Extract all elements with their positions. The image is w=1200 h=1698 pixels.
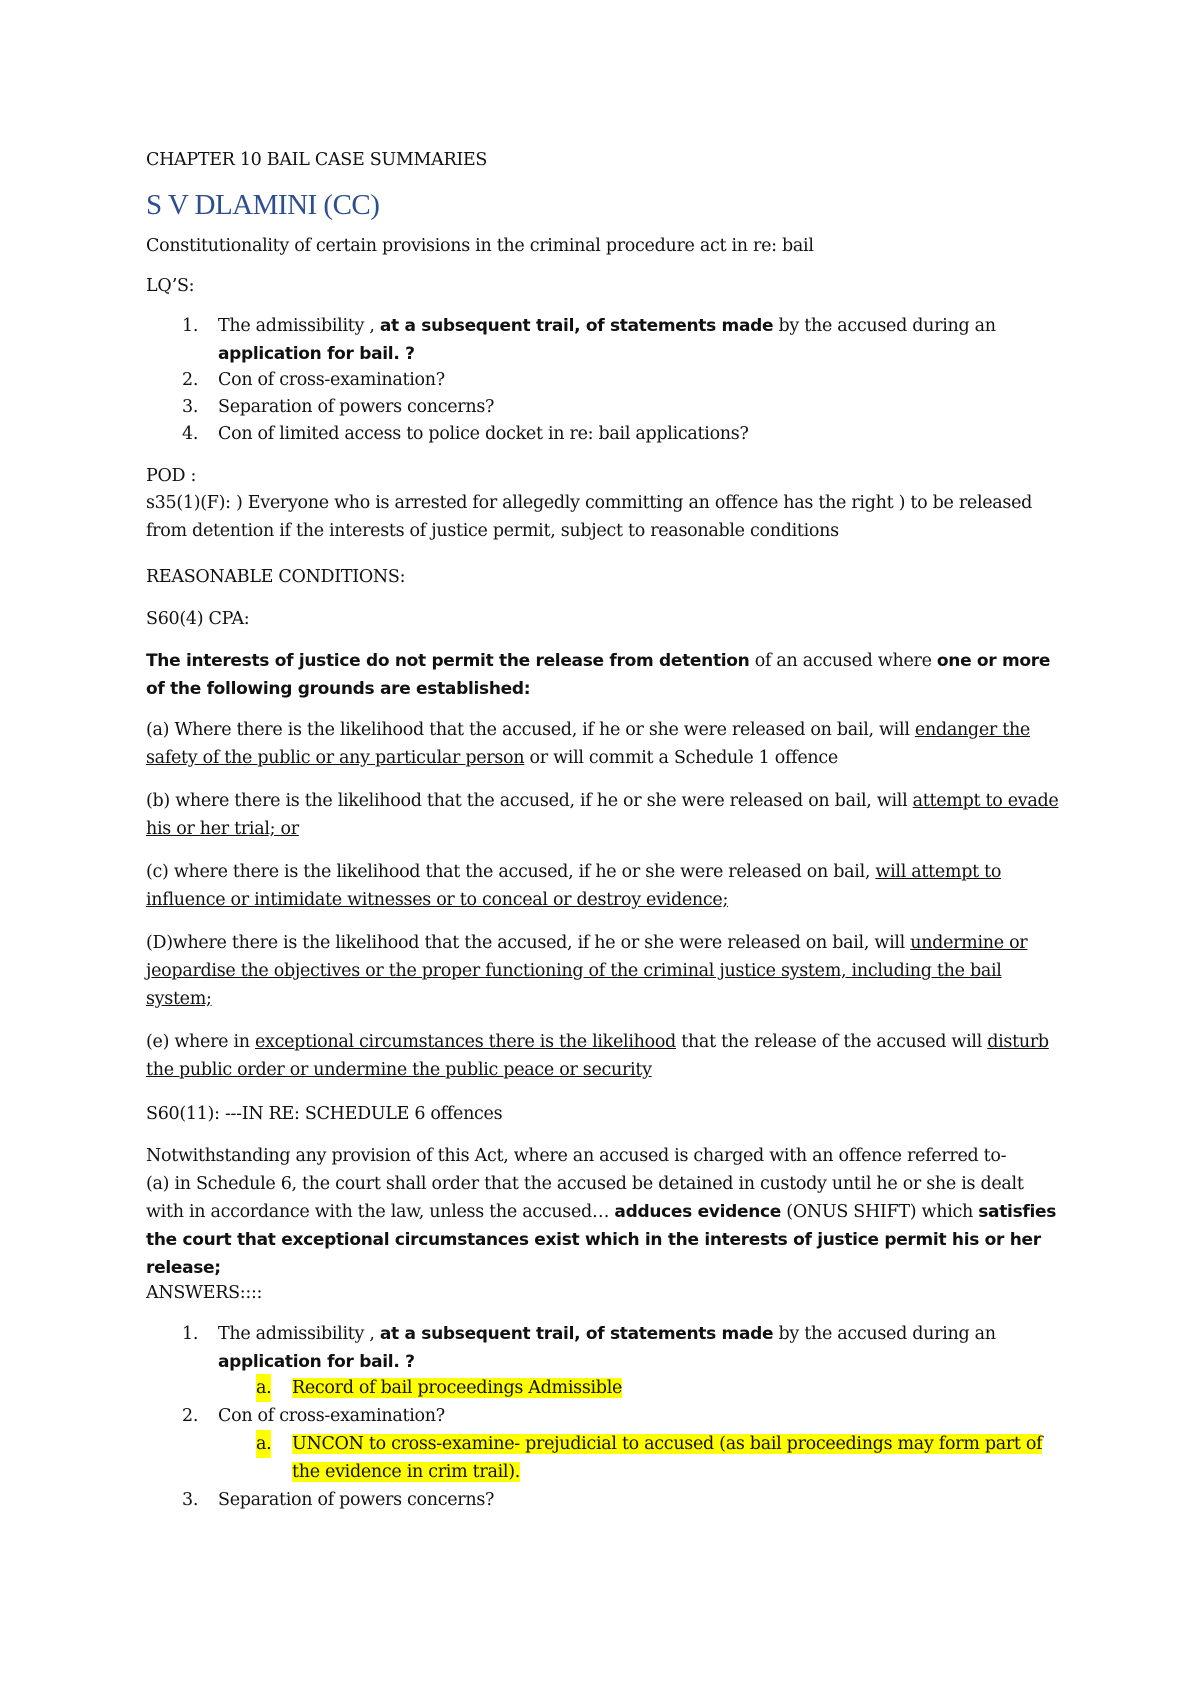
list-subitem: a. UNCON to cross-examine- prejudicial to accused (as bail proceedings may form part of the evidence in crim trail). — [292, 1430, 1066, 1486]
s60-11-text: Notwithstanding any provision of this Act, where an accused is charged with an offence referred to- (a) in Schedule 6, the court shall order that the accused be detained in custody until he or she is dealt with in accordance with the law, unless the accused… adduces evidence (ONUS SHIFT) which satisfies the court that exceptional circumstances exist which in the interests of justice permit his or her release; — [146, 1146, 1057, 1278]
answers-label: ANSWERS:::: — [146, 1283, 263, 1303]
list-number: 2. — [182, 1406, 199, 1426]
list-item: 3. Separation of powers concerns? — [218, 393, 1066, 421]
list-letter: a. — [256, 1374, 271, 1402]
pod-text: s35(1)(F): ) Everyone who is arrested for allegedly committing an offence has the right ) to be released from detention if the interests of justice permit, subject to reasonable conditions — [146, 493, 1033, 541]
list-item: 4. Con of limited access to police docket in re: bail applications? — [218, 420, 1066, 448]
ground-d: (D)where there is the likelihood that the accused, if he or she were released on bail, will undermine or jeopardise the objectives or the proper functioning of the criminal justice system, including the bail system; — [146, 933, 1028, 1009]
ground-c: (c) where there is the likelihood that the accused, if he or she were released on bail, will attempt to influence or intimidate witnesses or to conceal or destroy evidence; — [146, 862, 1002, 910]
pod-label: POD : — [146, 466, 197, 486]
list-number: 1. — [182, 316, 199, 336]
list-number: 4. — [182, 424, 199, 444]
list-number: 3. — [182, 1490, 199, 1510]
chapter-heading: CHAPTER 10 BAIL CASE SUMMARIES — [146, 150, 488, 170]
s60-4-intro: The interests of justice do not permit the release from detention of an accused where one or more of the following grounds are established: — [146, 651, 1051, 699]
list-item: 1. The admissibility , at a subsequent trail, of statements made by the accused during an application for bail. ? — [218, 312, 1066, 368]
list-item: 1. The admissibility , at a subsequent trail, of statements made by the accused during an application for bail. ? — [218, 1320, 1066, 1376]
ground-b: (b) where there is the likelihood that the accused, if he or she were released on bail, will attempt to evade his or her trial; or — [146, 791, 1059, 839]
reasonable-conditions-label: REASONABLE CONDITIONS: — [146, 567, 406, 587]
s60-11-label: S60(11): ---IN RE: SCHEDULE 6 offences — [146, 1104, 503, 1124]
list-letter: a. — [256, 1430, 271, 1458]
list-number: 1. — [182, 1324, 199, 1344]
list-item: 2. Con of cross-examination? — [218, 366, 1066, 394]
list-item: 2. Con of cross-examination? — [218, 1402, 1066, 1430]
list-number: 2. — [182, 370, 199, 390]
case-title: S V DLAMINI (CC) — [146, 189, 380, 221]
s60-4-label: S60(4) CPA: — [146, 609, 250, 629]
list-subitem: a. Record of bail proceedings Admissible — [292, 1374, 1066, 1402]
ground-e: (e) where in exceptional circumstances there is the likelihood that the release of the accused will disturb the public order or undermine the public peace or security — [146, 1032, 1049, 1080]
lqs-label: LQ’S: — [146, 276, 195, 296]
list-item: 3. Separation of powers concerns? — [218, 1486, 1066, 1514]
case-subtitle: Constitutionality of certain provisions in the criminal procedure act in re: bail — [146, 236, 814, 256]
list-number: 3. — [182, 397, 199, 417]
ground-a: (a) Where there is the likelihood that the accused, if he or she were released on bail, will endanger the safety of the public or any particular person or will commit a Schedule 1 offence — [146, 720, 1030, 768]
